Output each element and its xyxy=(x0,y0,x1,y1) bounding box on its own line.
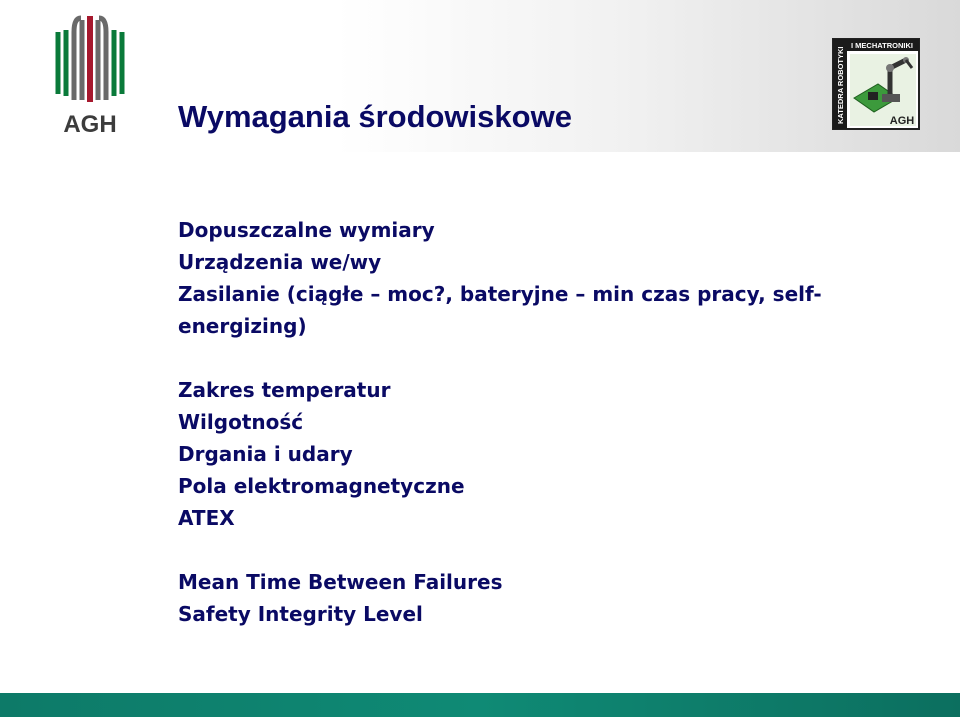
agh-logo xyxy=(54,12,126,138)
list-item: Drgania i udary xyxy=(178,442,353,466)
list-item: Zakres temperatur xyxy=(178,378,391,402)
svg-text:I MECHATRONIKI: I MECHATRONIKI xyxy=(851,41,913,50)
list-item: Pola elektromagnetyczne xyxy=(178,474,465,498)
svg-text:KATEDRA ROBOTYKI: KATEDRA ROBOTYKI xyxy=(836,46,845,124)
spacer xyxy=(178,534,898,566)
agh-logo-wordmark: AGH xyxy=(63,111,117,138)
list-item: energizing) xyxy=(178,314,307,338)
department-logo xyxy=(832,38,920,130)
spacer xyxy=(178,342,898,374)
list-item: Safety Integrity Level xyxy=(178,602,423,626)
slide-title: Wymagania środowiskowe xyxy=(178,99,572,134)
footer-band xyxy=(0,693,960,717)
list-item: Dopuszczalne wymiary xyxy=(178,218,435,242)
list-item: Zasilanie (ciągłe – moc?, bateryjne – min czas pracy, self- xyxy=(178,282,822,306)
slide-content xyxy=(178,214,898,630)
list-item: Wilgotność xyxy=(178,410,304,434)
svg-text:AGH: AGH xyxy=(889,115,915,127)
list-item: ATEX xyxy=(178,506,235,530)
list-item: Mean Time Between Failures xyxy=(178,570,503,594)
list-item: Urządzenia we/wy xyxy=(178,250,382,274)
